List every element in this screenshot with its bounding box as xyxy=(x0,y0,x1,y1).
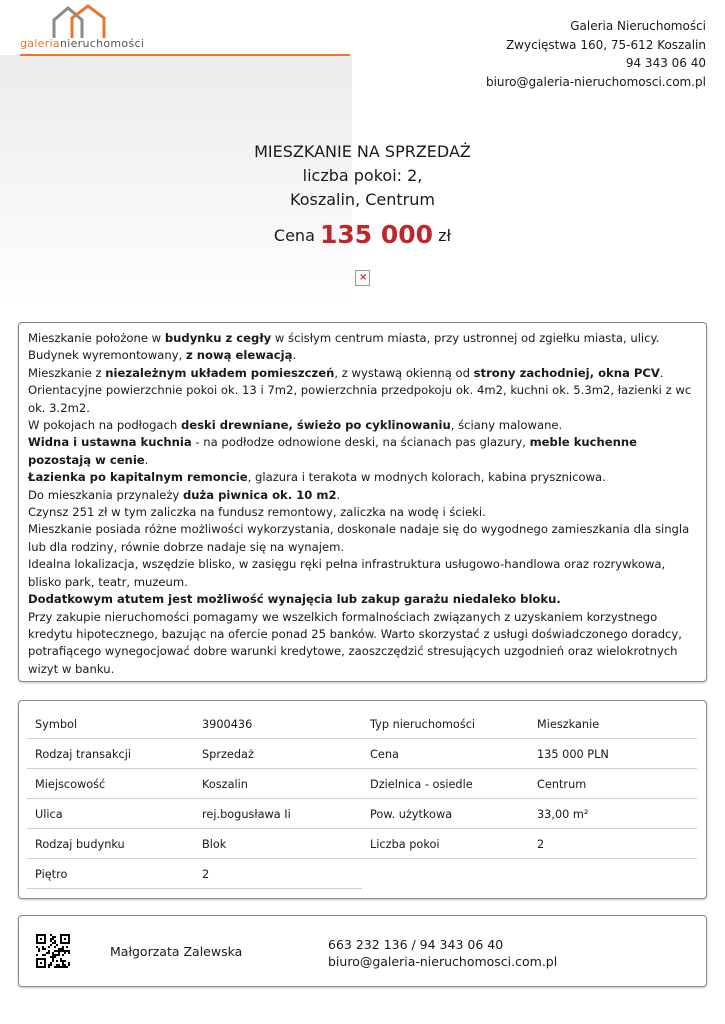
description-bold-text: strony zachodniej, okna PCV xyxy=(473,365,660,380)
description-paragraph xyxy=(28,417,697,434)
description-paragraph xyxy=(28,504,697,521)
description-paragraph xyxy=(28,609,697,679)
details-key: Miejscowość xyxy=(35,778,106,791)
description-box xyxy=(18,322,707,682)
broken-image-icon[interactable]: × xyxy=(355,270,370,286)
listing-heading xyxy=(0,140,725,249)
description-text-run: - na podłodze odnowione deski, na ścianach pas glazury, xyxy=(191,435,530,450)
details-value: rej.bogusława Ii xyxy=(202,808,291,821)
description-paragraph xyxy=(28,434,697,469)
description-bold-text: Widna i ustawna kuchnia xyxy=(28,435,192,450)
details-key: Liczba pokoi xyxy=(370,838,440,851)
details-row xyxy=(27,859,362,889)
details-table xyxy=(18,700,707,899)
details-row xyxy=(362,739,697,769)
description-paragraph xyxy=(28,365,697,382)
description-paragraph xyxy=(28,382,697,417)
description-bold-text: budynku z cegły xyxy=(164,331,272,345)
description-text-run: . xyxy=(144,452,149,467)
listing-rooms: liczba pokoi: 2, xyxy=(302,166,423,185)
description-text-run: W pokojach na podłogach xyxy=(28,418,181,433)
description-bold-text: Łazienka po kapitalnym remoncie xyxy=(28,470,248,485)
details-row xyxy=(27,739,362,769)
description-bold-text: niezależnym układem pomieszczeń xyxy=(105,365,335,380)
price-currency: zł xyxy=(438,226,452,245)
description-text-run: . xyxy=(292,348,297,363)
details-row xyxy=(27,829,362,859)
price-amount: 135 000 xyxy=(319,220,434,249)
listing-location: Koszalin, Centrum xyxy=(290,190,435,209)
agency-email[interactable]: biuro@galeria-nieruchomosci.com.pl xyxy=(485,74,706,89)
details-value: 3900436 xyxy=(202,718,253,731)
details-key: Cena xyxy=(370,748,399,761)
house-logo-icon xyxy=(48,4,112,40)
agency-contact xyxy=(486,17,706,91)
description-text-run: w ścisłym centrum miasta, przy ustronnej od zgiełku miasta, ulicy. Budynek wyremontowany, xyxy=(28,331,660,363)
logo-underline xyxy=(20,54,350,56)
agent-name: Małgorzata Zalewska xyxy=(110,944,243,959)
details-value: Koszalin xyxy=(202,778,248,791)
description-text-run: , ściany malowane. xyxy=(450,418,563,433)
description-text-run: , z wystawą okienną od xyxy=(334,365,474,380)
description-bold-text: duża piwnica ok. 10 m2 xyxy=(182,487,337,502)
description-bold-text: Dodatkowym atutem jest możliwość wynajęcia lub zakup garażu niedaleko bloku. xyxy=(28,592,561,607)
description-text-run: , glazura i terakota w modnych kolorach, kabina prysznicowa. xyxy=(247,470,606,485)
details-key: Piętro xyxy=(35,868,68,881)
agent-email[interactable]: biuro@galeria-nieruchomosci.com.pl xyxy=(328,954,558,969)
details-row xyxy=(362,799,697,829)
details-value: 135 000 PLN xyxy=(537,748,609,761)
details-key: Dzielnica - osiedle xyxy=(370,778,473,791)
details-value: Centrum xyxy=(537,778,587,791)
description-text-run: Czynsz 251 zł w tym zaliczka na fundusz remontowy, zaliczka na wodę i ścieki. xyxy=(28,505,486,520)
description-text-run: Mieszkanie posiada różne możliwości wykorzystania, doskonale nadaje się do wygodnego zamieszkania dla singla lub dla rodziny, równie dobrze nadaje się na wynajem. xyxy=(28,522,690,554)
description-paragraph xyxy=(28,556,697,591)
details-key: Pow. użytkowa xyxy=(370,808,453,821)
listing-price xyxy=(0,220,725,249)
qr-code-icon[interactable] xyxy=(36,934,70,968)
agent-phones[interactable]: 663 232 136 / 94 343 06 40 xyxy=(328,937,504,952)
details-row xyxy=(362,769,697,799)
details-value: 2 xyxy=(202,868,210,881)
price-label: Cena xyxy=(273,226,315,245)
details-key: Rodzaj transakcji xyxy=(35,748,132,761)
details-key: Symbol xyxy=(35,718,78,731)
description-text-run: . xyxy=(336,487,341,502)
description-text-run: Przy zakupie nieruchomości pomagamy we wszelkich formalnościach związanych z uzyskaniem korzystnego kredytu hipotecznego, bazując na ofercie ponad 25 banków. Warto skorzystać z usługi doświadczonego doradcy, potrafiącego wynegocjować dobre warunki kredytowe, zaoszczędzić stresujących uzgodnień oraz wielokrotnych wizyt w banku. xyxy=(28,609,682,676)
details-row xyxy=(27,799,362,829)
description-paragraph xyxy=(28,521,697,556)
details-value: 33,00 m² xyxy=(537,808,589,821)
details-row xyxy=(362,709,697,739)
description-bold-text: deski drewniane, świeżo po cyklinowaniu xyxy=(180,418,451,433)
description-text-run: Mieszkanie położone w xyxy=(28,331,165,345)
details-value: Sprzedaż xyxy=(202,748,254,761)
description-paragraph xyxy=(28,487,697,504)
details-key: Ulica xyxy=(35,808,63,821)
description-text-run: . xyxy=(659,365,664,380)
description-paragraph xyxy=(28,330,697,365)
details-key: Rodzaj budynku xyxy=(35,838,125,851)
details-value: Blok xyxy=(202,838,227,851)
description-text-run: Idealna lokalizacja, wszędzie blisko, w zasięgu ręki pełna infrastruktura usługowo-handlowa oraz rozrywkowa, blisko park, teatr, muzeum. xyxy=(28,557,666,589)
details-value: 2 xyxy=(537,838,545,851)
details-key: Typ nieruchomości xyxy=(370,718,476,731)
agency-address: Zwycięstwa 160, 75-612 Koszalin xyxy=(505,37,706,52)
agency-phone[interactable]: 94 343 06 40 xyxy=(625,56,706,70)
agent-contact-box xyxy=(18,915,707,987)
details-column-left xyxy=(27,709,362,889)
logo-text: galerianieruchomości xyxy=(20,37,145,50)
agent-phones-email xyxy=(328,936,557,970)
listing-title: MIESZKANIE NA SPRZEDAŻ xyxy=(254,142,471,161)
description-text-run: Do mieszkania przynależy xyxy=(28,487,183,502)
description-text xyxy=(28,330,697,678)
description-paragraph xyxy=(28,591,697,608)
description-text-run: Mieszkanie z xyxy=(28,365,106,380)
description-text-run: Orientacyjne powierzchnie pokoi ok. 13 i 7m2, powierzchnia przedpokoju ok. 4m2, kuchni ok. 5.3m2, łazienki z wc ok. 3.2m2. xyxy=(28,383,692,415)
description-bold-text: meble kuchenne pozostają w cenie xyxy=(28,435,638,467)
company-logo[interactable] xyxy=(20,4,355,56)
details-value: Mieszkanie xyxy=(537,718,600,731)
description-paragraph xyxy=(28,469,697,486)
details-row xyxy=(27,709,362,739)
details-row xyxy=(27,769,362,799)
description-bold-text: z nową elewacją xyxy=(185,348,293,363)
details-row xyxy=(362,829,697,859)
details-column-right xyxy=(362,709,697,859)
agency-name: Galeria Nieruchomości xyxy=(570,19,706,33)
